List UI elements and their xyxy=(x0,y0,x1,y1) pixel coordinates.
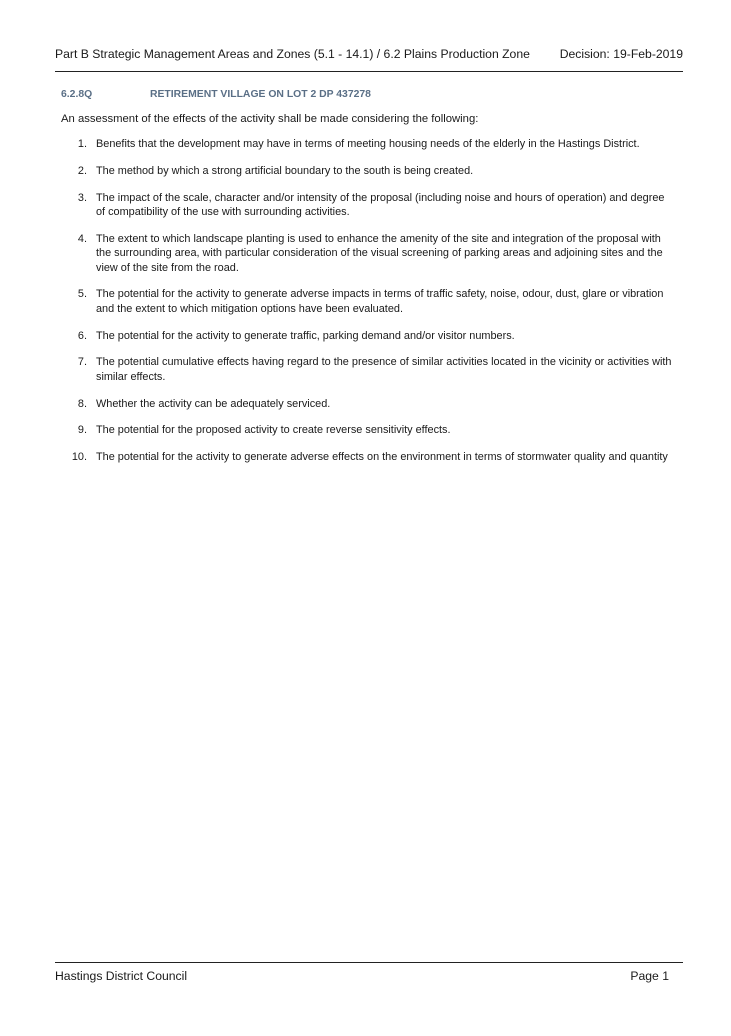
list-item xyxy=(55,329,675,343)
item-number: 8. xyxy=(77,397,87,410)
item-number: 3. xyxy=(77,191,87,204)
page-header xyxy=(55,47,683,72)
list-item xyxy=(55,232,675,275)
item-number: 4. xyxy=(77,232,87,245)
item-number: 5. xyxy=(77,288,87,301)
item-text: Benefits that the development may have in terms of meeting housing needs of the elderly in the Hastings District. xyxy=(96,138,640,150)
page-number: Page 1 xyxy=(630,969,669,983)
assessment-criteria-list xyxy=(55,137,675,477)
list-item xyxy=(55,137,675,151)
item-number: 1. xyxy=(77,138,87,150)
item-text: The potential for the proposed activity to create reverse sensitivity effects. xyxy=(96,424,451,437)
intro-text: An assessment of the effects of the activity shall be made considering the following: xyxy=(61,113,479,125)
item-text: Whether the activity can be adequately serviced. xyxy=(96,397,331,410)
item-text: The potential for the activity to generate traffic, parking demand and/or visitor numbers. xyxy=(96,329,515,342)
section-heading xyxy=(61,89,371,100)
item-number: 10. xyxy=(71,451,87,464)
item-number: 9. xyxy=(77,424,87,437)
list-item xyxy=(55,287,675,316)
section-number: 6.2.8Q xyxy=(61,89,93,100)
list-item xyxy=(55,191,675,220)
footer-organisation: Hastings District Council xyxy=(55,969,188,983)
item-number: 7. xyxy=(77,356,87,369)
item-text: The extent to which landscape planting is used to enhance the amenity of the site and integration of the proposal with the surrounding area, with particular consideration of the visual screening of parking areas and adjoining sites and the view of the site from the road. xyxy=(96,232,663,274)
item-text: The method by which a strong artificial boundary to the south is being created. xyxy=(96,164,474,177)
decision-date: Decision: 19-Feb-2019 xyxy=(559,47,683,61)
item-number: 2. xyxy=(77,164,87,177)
item-number: 6. xyxy=(77,329,87,342)
item-text: The potential for the activity to generate adverse impacts in terms of traffic safety, noise, odour, dust, glare or vibration and the extent to which mitigation options have been evaluated. xyxy=(96,288,664,315)
list-item xyxy=(55,450,675,464)
item-text: The impact of the scale, character and/or intensity of the proposal (including noise and hours of operation) and degree of compatibility of the use with surrounding activities. xyxy=(96,191,665,218)
item-text: The potential for the activity to generate adverse effects on the environment in terms of stormwater quality and quantity xyxy=(96,451,668,464)
page-footer xyxy=(55,962,683,983)
item-text: The potential cumulative effects having regard to the presence of similar activities located in the vicinity or activities with similar effects. xyxy=(96,356,672,383)
list-item xyxy=(55,423,675,437)
list-item xyxy=(55,397,675,411)
list-item xyxy=(55,164,675,178)
header-title: Part B Strategic Management Areas and Zones (5.1 - 14.1) / 6.2 Plains Production Zone xyxy=(55,47,530,61)
section-title: RETIREMENT VILLAGE ON LOT 2 DP 437278 xyxy=(150,89,371,100)
list-item xyxy=(55,355,675,384)
